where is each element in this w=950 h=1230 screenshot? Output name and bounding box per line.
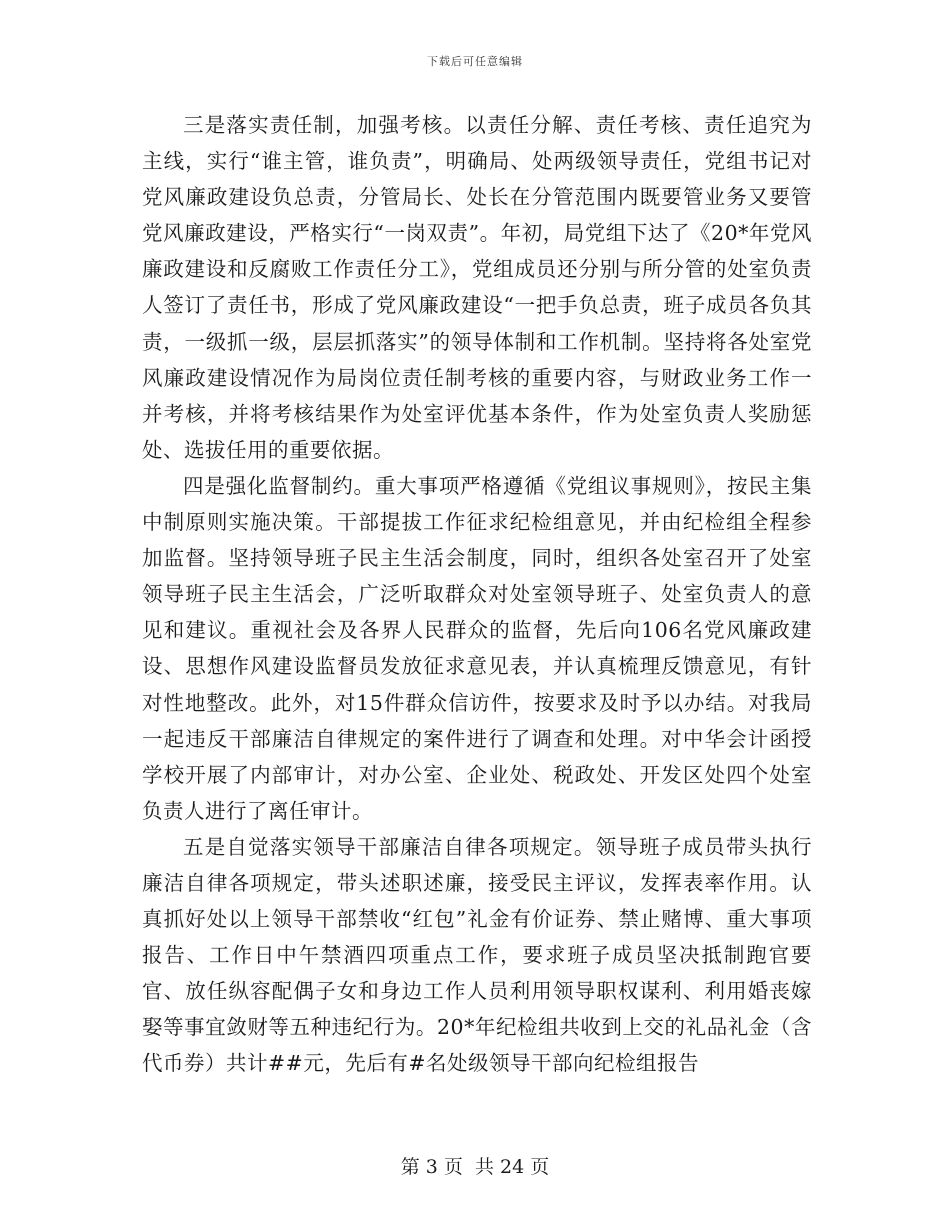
- footer-middle: 页 共: [443, 1156, 494, 1178]
- document-body: [142, 107, 812, 1082]
- paragraph-self-discipline: 五是自觉落实领导干部廉洁自律各项规定。领导班子成员带头执行廉洁自律各项规定，带头述职述廉，接受民主评议，发挥表率作用。认真抓好处以上领导干部禁收“红包”礼金有价证券、禁止赌博、重大事项报告、工作日中午禁酒四项重点工作，要求班子成员坚决抵制跑官要官、放任纵容配偶子女和身边工作人员利用领导职权谋利、利用婚丧嫁娶等事宜敛财等五种违纪行为。20*年纪检组共收到上交的礼品礼金（含代币券）共计##元，先后有#名处级领导干部向纪检组报告: [142, 834, 812, 1076]
- page-footer: [0, 1152, 950, 1179]
- paragraph-supervision: 四是强化监督制约。重大事项严格遵循《党组议事规则》，按民主集中制原则实施决策。干部提拔工作征求纪检组意见，并由纪检组全程参加监督。坚持领导班子民主生活会制度，同时，组织各处室召开了处室领导班子民主生活会，广泛听取群众对处室领导班子、处室负责人的意见和建议。重视社会及各界人民群众的监督，先后向106名党风廉政建设、思想作风建设监督员发放征求意见表，并认真梳理反馈意见，有针对性地整改。此外，对15件群众信访件，按要求及时予以办结。对我局一起违反干部廉洁自律规定的案件进行了调查和处理。对中华会计函授学校开展了内部审计，对办公室、企业处、税政处、开发区处四个处室负责人进行了离任审计。: [142, 473, 812, 823]
- current-page-number: 3: [425, 1156, 438, 1178]
- paragraph-responsibility: 三是落实责任制，加强考核。以责任分解、责任考核、责任追究为主线，实行“谁主管，谁负责”，明确局、处两级领导责任，党组书记对党风廉政建设负总责，分管局长、处长在分管范围内既要管业务又要管党风廉政建设，严格实行“一岗双责”。年初，局党组下达了《20*年党风廉政建设和反腐败工作责任分工》，党组成员还分别与所分管的处室负责人签订了责任书，形成了党风廉政建设“一把手负总责，班子成员各负其责，一级抓一级，层层抓落实”的领导体制和工作机制。坚持将各处室党风廉政建设情况作为局岗位责任制考核的重要内容，与财政业务工作一并考核，并将考核结果作为处室评优基本条件，作为处室负责人奖励惩处、选拔任用的重要依据。: [142, 113, 812, 462]
- total-page-count: 24: [500, 1156, 525, 1178]
- footer-prefix: 第: [400, 1156, 420, 1178]
- footer-suffix: 页: [530, 1156, 550, 1178]
- page-header: 下载后可任意编辑: [427, 55, 523, 68]
